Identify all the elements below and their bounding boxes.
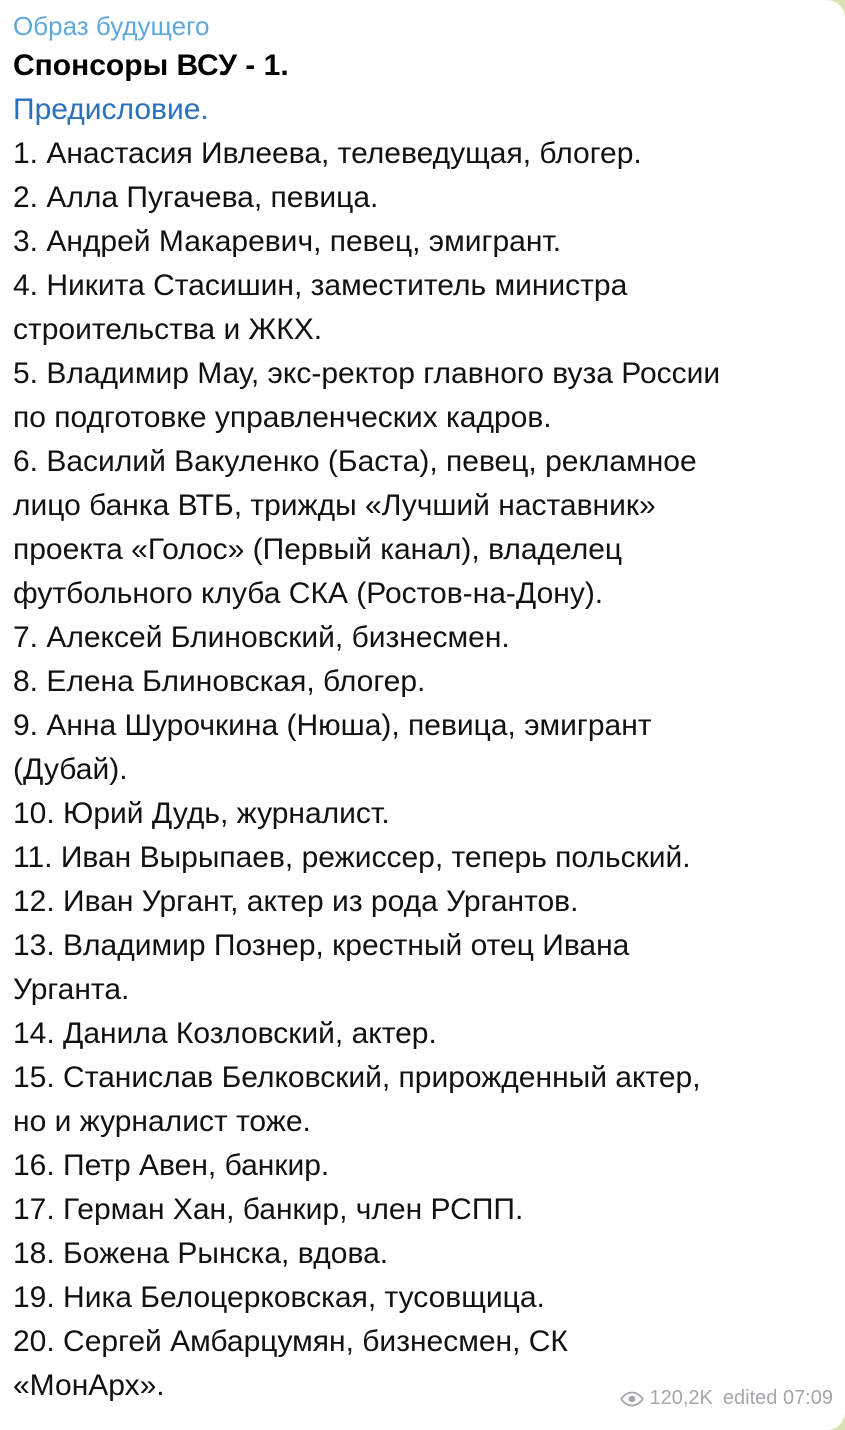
post-line: лицо банка ВТБ, трижды «Лучший наставник» xyxy=(13,489,656,522)
message-meta xyxy=(620,1387,834,1410)
post-line: «МонАрх». xyxy=(13,1369,165,1402)
post-line: 6. Василий Вакуленко (Баста), певец, рекламное xyxy=(13,445,697,478)
post-line: 16. Петр Авен, банкир. xyxy=(13,1149,330,1182)
post-line: 5. Владимир Мау, экс-ректор главного вуза России xyxy=(13,357,721,390)
post-line: но и журналист тоже. xyxy=(13,1105,311,1138)
post-line: 9. Анна Шурочкина (Нюша), певица, эмигрант xyxy=(13,709,652,742)
post-line: 15. Станислав Белковский, прирожденный актер, xyxy=(13,1061,701,1094)
post-line: 12. Иван Ургант, актер из рода Ургантов. xyxy=(13,885,579,918)
post-line: 8. Елена Блиновская, блогер. xyxy=(13,665,426,698)
post-line: по подготовке управленческих кадров. xyxy=(13,401,552,434)
post-line: 18. Божена Рынска, вдова. xyxy=(13,1237,389,1270)
post-title: Спонсоры ВСУ - 1. xyxy=(13,49,289,82)
post-line: проекта «Голос» (Первый канал), владелец xyxy=(13,533,623,566)
post-line: 11. Иван Вырыпаев, режиссер, теперь польский. xyxy=(13,841,691,874)
post-line: 1. Анастасия Ивлеева, телеведущая, блогер. xyxy=(13,137,642,170)
views-count: 120,2K xyxy=(649,1387,713,1409)
edited-time: edited 07:09 xyxy=(722,1387,833,1409)
post-line: Урганта. xyxy=(13,973,130,1006)
post-line: 17. Герман Хан, банкир, член РСПП. xyxy=(13,1193,524,1226)
preface-link[interactable]: Предисловие. xyxy=(13,93,209,126)
post-line: 19. Ника Белоцерковская, тусовщица. xyxy=(13,1281,545,1314)
post-line: (Дубай). xyxy=(13,753,128,786)
post-line: 20. Сергей Амбарцумян, бизнесмен, СК xyxy=(13,1325,568,1358)
post-line: 13. Владимир Познер, крестный отец Ивана xyxy=(13,929,630,962)
post-line: 4. Никита Стасишин, заместитель министра xyxy=(13,269,628,302)
post-line: строительства и ЖКХ. xyxy=(13,313,323,346)
post-line: 2. Алла Пугачева, певица. xyxy=(13,181,379,214)
post-body xyxy=(13,132,835,1408)
eye-icon xyxy=(620,1391,644,1407)
post-line: 7. Алексей Блиновский, бизнесмен. xyxy=(13,621,510,654)
post-line: 3. Андрей Макаревич, певец, эмигрант. xyxy=(13,225,562,258)
post-line: футбольного клуба СКА (Ростов-на-Дону). xyxy=(13,577,604,610)
post-line: 14. Данила Козловский, актер. xyxy=(13,1017,437,1050)
post-line: 10. Юрий Дудь, журналист. xyxy=(13,797,390,830)
channel-name[interactable]: Образ будущего xyxy=(13,11,210,41)
